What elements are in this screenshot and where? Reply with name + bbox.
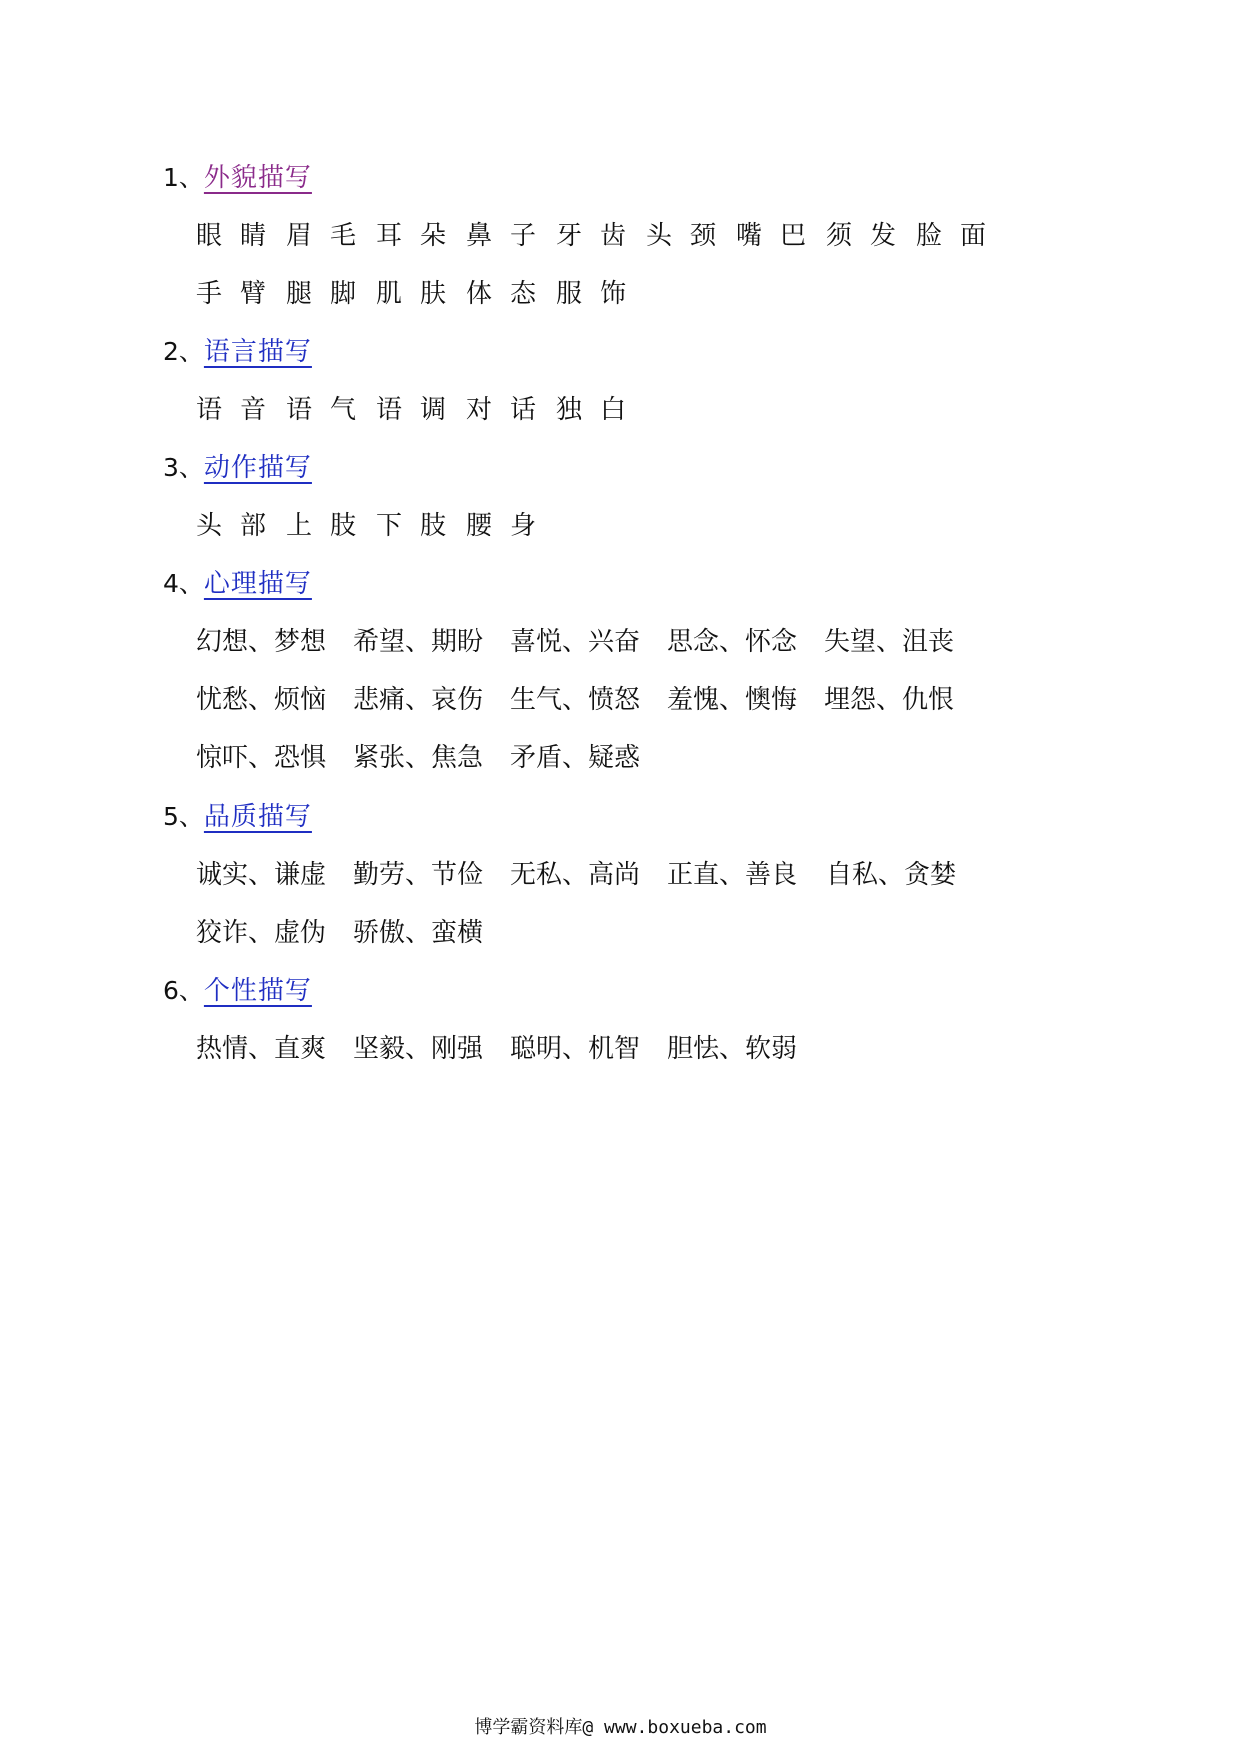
term: 耳朵 — [376, 221, 465, 251]
term: 失望、沮丧 — [824, 627, 955, 657]
term: 悲痛、哀伤 — [353, 685, 484, 715]
term: 惊吓、恐惧 — [196, 743, 327, 773]
term: 牙齿 — [556, 221, 645, 251]
term: 正直、善良 — [667, 860, 798, 890]
term: 语音 — [196, 395, 285, 425]
section-heading-speech — [163, 332, 312, 372]
section-number: 1、 — [163, 163, 204, 192]
section-heading-character — [163, 797, 312, 837]
section-link-psychology[interactable]: 心理描写 — [203, 569, 312, 599]
term: 诚实、谦虚 — [196, 860, 327, 890]
term: 眼睛 — [196, 221, 285, 251]
section-number: 5、 — [163, 802, 204, 831]
term: 希望、期盼 — [353, 627, 484, 657]
section-number: 6、 — [163, 976, 204, 1005]
section-number: 2、 — [163, 337, 204, 366]
term: 嘴巴 — [736, 221, 825, 251]
term: 肌肤 — [376, 279, 465, 309]
term: 体态 — [466, 279, 555, 309]
term: 手臂 — [196, 279, 285, 309]
section-link-personality[interactable]: 个性描写 — [203, 976, 312, 1006]
footer-site-name: 博学霸资料库 — [474, 1717, 583, 1738]
term: 狡诈、虚伪 — [196, 918, 327, 948]
page-footer — [0, 1716, 1241, 1740]
term: 脸面 — [916, 221, 1005, 251]
term: 埋怨、仇恨 — [824, 685, 955, 715]
term: 热情、直爽 — [196, 1034, 327, 1064]
term: 鼻子 — [466, 221, 555, 251]
term: 下肢 — [376, 511, 465, 541]
section-link-appearance[interactable]: 外貌描写 — [203, 163, 312, 193]
term: 忧愁、烦恼 — [196, 685, 327, 715]
section-heading-personality — [163, 971, 312, 1011]
term: 自私、贪婪 — [826, 860, 957, 890]
footer-site-url[interactable]: @ www.boxueba.com — [582, 1717, 767, 1738]
section-heading-psychology — [163, 564, 312, 604]
term: 须发 — [826, 221, 915, 251]
term: 眉毛 — [286, 221, 375, 251]
term: 服饰 — [556, 279, 645, 309]
section-heading-appearance — [163, 158, 312, 198]
term: 头部 — [196, 511, 285, 541]
term: 上肢 — [286, 511, 375, 541]
term: 对话 — [466, 395, 555, 425]
section-number: 4、 — [163, 569, 204, 598]
term: 语气 — [286, 395, 375, 425]
term: 聪明、机智 — [510, 1034, 641, 1064]
section-link-character[interactable]: 品质描写 — [203, 802, 312, 832]
term: 胆怯、软弱 — [667, 1034, 798, 1064]
term: 骄傲、蛮横 — [353, 918, 484, 948]
section-number: 3、 — [163, 453, 204, 482]
term: 头颈 — [646, 221, 735, 251]
term: 紧张、焦急 — [353, 743, 484, 773]
term: 生气、愤怒 — [510, 685, 641, 715]
term: 思念、怀念 — [667, 627, 798, 657]
section-link-action[interactable]: 动作描写 — [203, 453, 312, 483]
term: 勤劳、节俭 — [353, 860, 484, 890]
term: 无私、高尚 — [510, 860, 641, 890]
section-heading-action — [163, 448, 312, 488]
term: 坚毅、刚强 — [353, 1034, 484, 1064]
term: 幻想、梦想 — [196, 627, 327, 657]
term: 腰身 — [466, 511, 555, 541]
term: 腿脚 — [286, 279, 375, 309]
term: 独白 — [556, 395, 645, 425]
term: 羞愧、懊悔 — [667, 685, 798, 715]
term: 喜悦、兴奋 — [510, 627, 641, 657]
term: 矛盾、疑惑 — [510, 743, 641, 773]
section-link-speech[interactable]: 语言描写 — [203, 337, 312, 367]
term: 语调 — [376, 395, 465, 425]
